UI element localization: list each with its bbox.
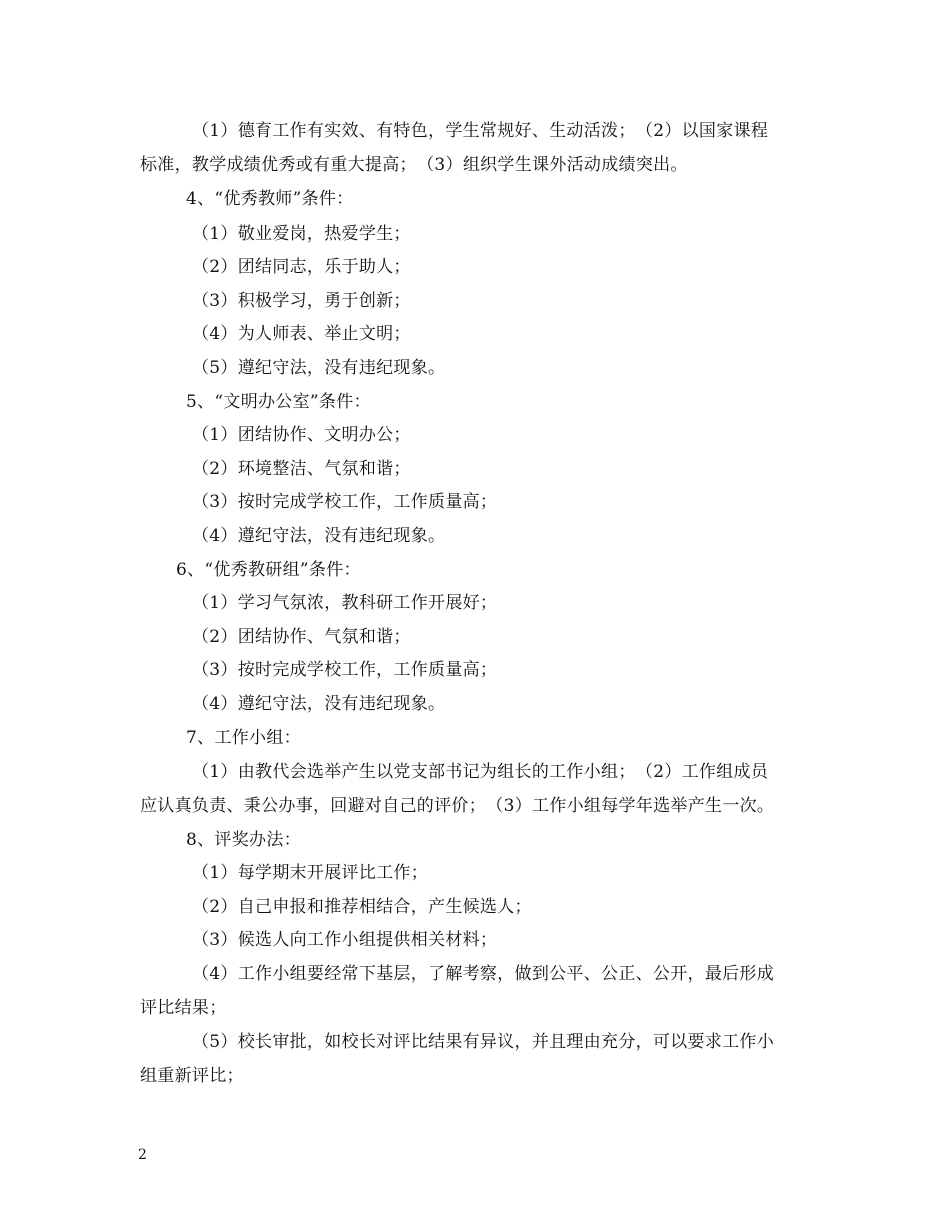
list-item: （5）校长审批，如校长对评比结果有异议，并且理由充分，可以要求工作小	[192, 1032, 775, 1052]
list-item: （1）团结协作、文明办公；	[192, 425, 411, 445]
list-item: （1）每学期末开展评比工作；	[192, 863, 429, 883]
list-item: （2）自己申报和推荐相结合，产生候选人；	[192, 897, 532, 917]
paragraph-line: 标准，教学成绩优秀或有重大提高； （3）组织学生课外活动成绩突出。	[140, 155, 688, 175]
list-item: （4）遵纪守法，没有违纪现象。	[192, 526, 446, 546]
list-item: （3）候选人向工作小组提供相关材料；	[192, 930, 498, 950]
page-number: 2	[138, 1147, 147, 1163]
section-heading: 6、“优秀教研组”条件：	[176, 560, 361, 580]
list-item: （4）遵纪守法，没有违纪现象。	[192, 694, 446, 714]
paragraph-line: 组重新评比；	[140, 1066, 244, 1086]
list-item: （2）团结同志，乐于助人；	[192, 257, 411, 277]
list-item: （2）团结协作、气氛和谐；	[192, 627, 411, 647]
list-item: （2）环境整洁、气氛和谐；	[192, 459, 411, 479]
paragraph-line: 应认真负责、秉公办事，回避对自己的评价； （3）工作小组每学年选举产生一次。	[140, 796, 775, 816]
list-item: （4）为人师表、举止文明；	[192, 324, 411, 344]
section-heading: 4、“优秀教师”条件：	[186, 189, 354, 209]
section-heading: 8、评奖办法：	[186, 830, 301, 850]
section-heading: 7、工作小组：	[186, 728, 301, 748]
list-item: （1）敬业爱岗，热爱学生；	[192, 224, 411, 244]
paragraph-line: （1）由教代会选举产生以党支部书记为组长的工作小组； （2）工作组成员	[192, 762, 769, 782]
list-item: （3）按时完成学校工作，工作质量高；	[192, 492, 498, 512]
list-item: （4）工作小组要经常下基层，了解考察，做到公平、公正、公开，最后形成	[192, 964, 775, 984]
list-item: （3）按时完成学校工作，工作质量高；	[192, 660, 498, 680]
list-item: （3）积极学习，勇于创新；	[192, 291, 411, 311]
paragraph-line: （1）德育工作有实效、有特色，学生常规好、生动活泼； （2）以国家课程	[192, 121, 769, 141]
section-heading: 5、“文明办公室”条件：	[186, 392, 371, 412]
list-item: （1）学习气氛浓，教科研工作开展好；	[192, 593, 498, 613]
paragraph-line: 评比结果；	[140, 998, 227, 1018]
list-item: （5）遵纪守法，没有违纪现象。	[192, 358, 446, 378]
